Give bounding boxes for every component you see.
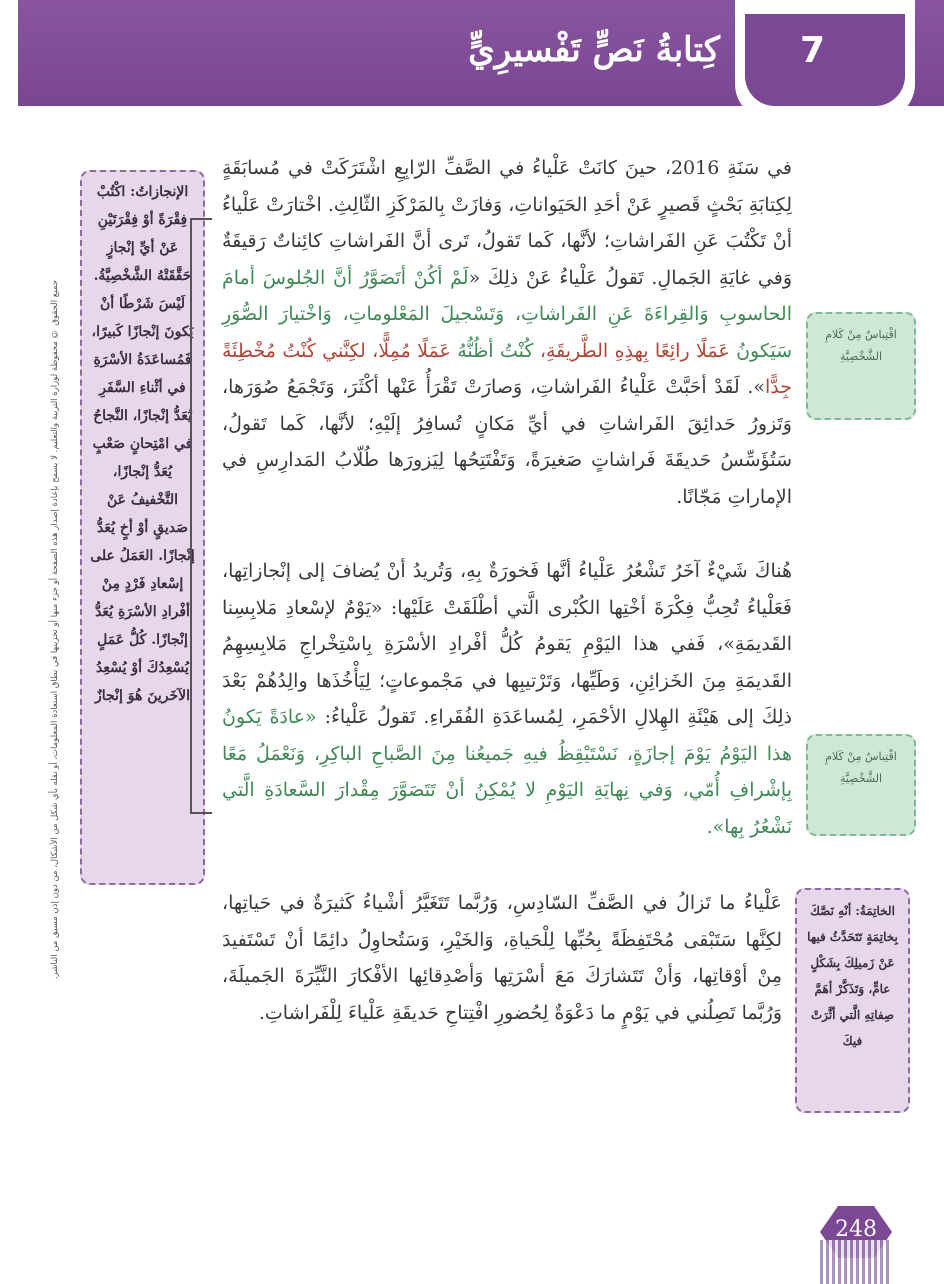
achievements-note-text: الإنجازاتُ: اكْتُبْ فِقْرَةً أوْ فِقْرَتَيْنِ عَنْ أيِّ إنْجازٍ حَقَّقَتْهُ الشَّخْصِيَّةُ. لَيْسَ شَرْطًا أنْ يَكونَ إنْجازًا كَبيرًا، فَمُساعَدَةُ الأسْرَةِ في أثْناءِ السَّفَرِ يُعَدُّ إنْجازًا، النَّجاحُ في امْتِحانٍ صَعْبٍ يُعَدُّ إنْجازًا، التَّخْفيفُ عَنْ صَديقٍ أوْ أخٍ يُعَدُّ إنْجازًا. العَمَلُ على إسْعادِ فَرْدٍ مِنْ أفْرادِ الأسْرَةِ يُعَدُّ إنْجازًا. كُلُّ عَمَلٍ يُسْعِدُكَ أوْ يُسْعِدُ الآخَرينَ هُوَ إنْجازٌ	[90, 184, 195, 704]
achievements-note-box	[80, 170, 205, 885]
copyright-notice: جميع الحقوق © محفوظة لوزارة التربية والتعليم. لا يسمح بإعادة إصدار هذه الصفحة أو جزء منها أو تخزينها في نطاق استعادة المعلومات، أو نقله بأي شكل من الأشكال، من دون إذن مسبق من الناشر.	[50, 280, 60, 980]
conclusion-note-text: الخاتِمَةُ: أنْهِ نَصَّكَ بِخاتِمَةٍ تَتَحَدَّثُ فيها عَنْ زَميلِكَ بِشَكْلٍ عامٍّ، وَتَذَكَّرْ أهَمَّ صِفاتِهِ الَّتي أثَّرَتْ فيكَ	[807, 904, 898, 1048]
quote-tag-1: اقْتِباسٌ مِنْ كَلامِ الشَّخْصِيَّةِ	[806, 312, 916, 420]
quote-1-part-a: لَمْ أكُنْ أتَصَوَّرُ أنَّ الجُلوسَ أمامَ الحاسوبِ وَالقِراءَةَ عَنِ الفَراشاتِ، وَتَسْجيلَ المَعْلوماتِ، وَاخْتيارَ الصُّوَرِ سَيَكونُ	[222, 266, 793, 362]
paragraph-1	[222, 150, 792, 515]
quote-tag-2: اقْتِباسٌ مِنْ كَلامِ الشَّخْصِيَّةِ	[806, 734, 916, 836]
paragraph-3: عَلْياءُ ما تَزالُ في الصَّفِّ السّادِسِ، وَرُبَّما تَتَغَيَّرُ أشْياءُ كَثيرَةٌ في حَياتِها، لكِنَّها سَتَبْقى مُحْتَفِظَةً بِحُبِّها لِلْحَياةِ، وَالخَيْرِ، وَسَتُحاوِلُ دائِمًا أنْ تَسْتَفيدَ مِنْ أوْقاتِها، وَأنْ تَتَشارَكَ مَعَ أسْرَتِها وَأصْدِقائِها الأفْكارَ النَّيِّرَةَ الجَميلَةَ، وَرُبَّما تَصِلُني في يَوْمٍ ما دَعْوَةٌ لِحُضورِ افْتِتاحِ حَديقَةِ عَلْياءَ لِلْفَراشاتِ.	[222, 892, 782, 1024]
section-bracket	[190, 218, 212, 814]
chapter-title: كِتابةُ نَصٍّ تَفْسيرِيٍّ	[468, 30, 720, 70]
paragraph-2-intro: هُناكَ شَيْءٌ آخَرُ تَشْعُرُ عَلْياءُ أنَّها فَخورَةٌ بِهِ، وَتُريدُ أنْ يُضافَ إلى إنْجازاتِها، فَعَلْياءُ تُحِبُّ فِكْرَةَ أخْتِها الكُبْرى الَّتي أطْلَقَتْ عَلَيْها: «يَوْمٌ لإسْعادِ مَلابِسِنا القَديمَةِ»، فَفي هذا اليَوْمِ يَقومُ كُلُّ أفْرادِ الأسْرَةِ بِاسْتِخْراجِ مَلابِسِهِمُ القَديمَةِ مِنَ الخَزائِنِ، وَطَيِّها، وَتَرْتيبِها في مَجْموعاتٍ؛ لِيَأْخُذَها والِدُهُمْ بَعْدَ ذلِكَ إلى هَيْئَةِ الهِلالِ الأحْمَرِ، لِمُساعَدَةِ الفُقَراءِ. تَقولُ عَلْياءُ:	[222, 560, 792, 728]
quote-2: «عادَةً يَكونُ هذا اليَوْمُ يَوْمَ إجازَةٍ، نَسْتَيْقِظُ فيهِ جَميعُنا مِنَ الصَّباحِ الباكِرِ، وَنَعْمَلُ مَعًا بِإشْرافِ أُمّي، وَفي نِهايَةِ اليَوْمِ لا يُمْكِنُ أنْ تَتَصَوَّرَ مِقْدارَ السَّعادَةِ الَّتي نَشْعُرُ بِها».	[222, 706, 792, 838]
quote-1-part-c: كُنْتُ أظُنُّهُ	[457, 339, 534, 362]
page-number: 248	[835, 1217, 877, 1242]
quote-1-part-d: عَمَلًا مُمِلًّا، لكِنَّني كُنْتُ مُخْطِئَةً جِدًّا	[222, 339, 792, 398]
conclusion-note-box	[795, 888, 910, 1113]
paragraph-2	[222, 553, 792, 845]
quote-1-part-b: عَمَلًا رائِعًا بِهذِهِ الطَّريقَةِ،	[539, 339, 730, 362]
page-corner-pattern	[820, 1240, 890, 1284]
chapter-number: 7	[799, 30, 826, 71]
paragraph-1-intro: في سَنَةِ 2016، حينَ كانَتْ عَلْياءُ في الصَّفِّ الرّابِعِ اشْتَرَكَتْ في مُسابَقَةٍ لِكِتابَةِ بَحْثٍ قَصيرٍ عَنْ أحَدِ الحَيَواناتِ، وَفازَتْ بِالمَرْكَزِ الثّالِثِ. اخْتارَتْ عَلْياءُ أنْ تَكْتُبَ عَنِ الفَراشاتِ؛ لأنَّها، كَما تَقولُ، تَرى أنَّ الفَراشاتِ كائِناتٌ رَقيقَةٌ وَفي غايَةِ الجَمالِ. تَقولُ عَلْياءُ عَنْ ذلِكَ «	[222, 157, 793, 289]
paragraph-1-outro: ». لَقَدْ أحَبَّتْ عَلْياءُ الفَراشاتِ، وَصارَتْ تَقْرَأُ عَنْها أكْثَرَ، وَتَجْمَعُ صُوَرَها، وَتَزورُ حَدائِقَ الفَراشاتِ في أيِّ مَكانٍ تُسافِرُ إلَيْهِ؛ لأنَّها، كَما تَقولُ، سَتُؤَسِّسُ حَديقَةَ فَراشاتٍ صَغيرَةً، وَتَفْتَتِحُها لِيَزورَها طُلّابُ المَدارِسِ في الإماراتِ مَجّانًا.	[222, 376, 792, 508]
